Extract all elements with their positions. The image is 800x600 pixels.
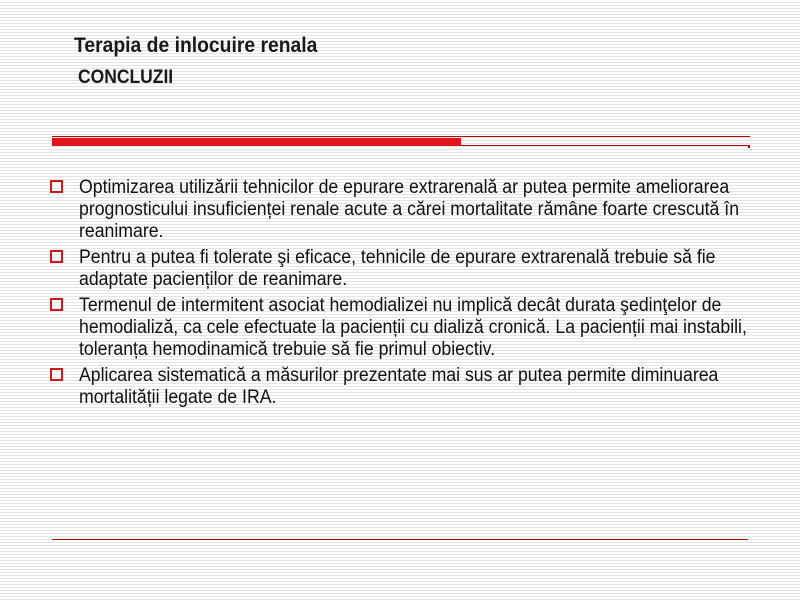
list-item — [50, 365, 760, 409]
header-thin-rule — [52, 136, 750, 137]
list-item-text: Pentru a putea fi tolerate şi eficace, tehnicile de epurare extrarenală trebuie să fie adaptate pacienților de reanimare. — [79, 247, 716, 290]
hollow-square-icon — [50, 298, 63, 311]
list-item-text: Aplicarea sistematică a măsurilor prezentate mai sus ar putea permite diminuarea mortalității legate de IRA. — [79, 365, 719, 408]
list-item — [50, 177, 760, 243]
slide-subtitle: CONCLUZII — [78, 67, 174, 88]
list-item — [50, 247, 760, 291]
list-item-text: Termenul de intermitent asociat hemodializei nu implică decât durata şedinţelor de hemodializă, ca cele efectuate la pacienții cu dializă cronică. La pacienții mai instabili, toleranța hemodinamică trebuie să fie primul obiectiv. — [79, 295, 747, 360]
conclusions-list — [50, 177, 760, 413]
footer-rule — [52, 539, 748, 540]
hollow-square-icon — [50, 180, 63, 193]
list-item-text: Optimizarea utilizării tehnicilor de epurare extrarenală ar putea permite ameliorarea prognosticului insuficienței renale acute a cărei mortalitate rămâne foarte crescută în reanimare. — [79, 177, 740, 242]
slide-title: Terapia de inlocuire renala — [74, 34, 318, 57]
list-item — [50, 295, 760, 361]
title-block — [74, 34, 339, 89]
hollow-square-icon — [50, 368, 63, 381]
hollow-square-icon — [50, 250, 63, 263]
header-rule-endmark — [748, 146, 750, 148]
header-accent-bar — [52, 138, 461, 146]
header-underline-rule — [461, 145, 750, 146]
